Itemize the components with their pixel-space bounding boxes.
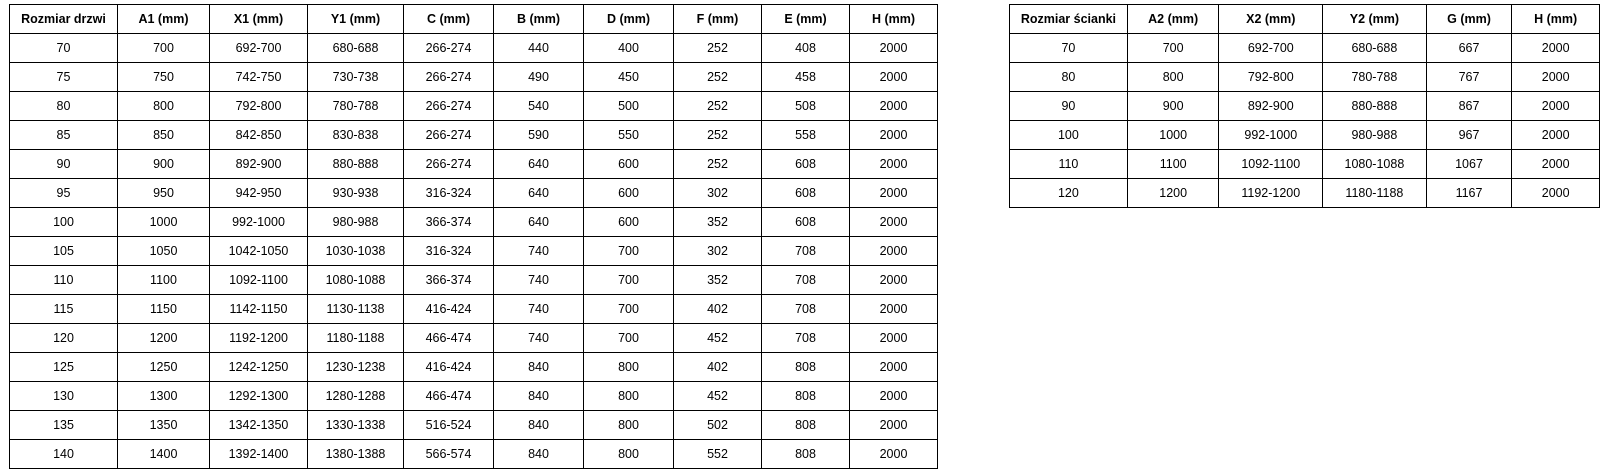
- door-table-cell: 490: [494, 63, 584, 92]
- door-table-cell: 516-524: [404, 411, 494, 440]
- door-table-cell: 2000: [850, 121, 938, 150]
- wall-size-table: [1009, 4, 1600, 208]
- door-table-cell: 2000: [850, 34, 938, 63]
- door-table-column-header: Rozmiar drzwi: [10, 5, 118, 34]
- door-table-cell: 125: [10, 353, 118, 382]
- door-table-cell: 85: [10, 121, 118, 150]
- table-row: [10, 295, 938, 324]
- door-table-column-header: E (mm): [762, 5, 850, 34]
- door-table-cell: 302: [674, 237, 762, 266]
- door-table-column-header: F (mm): [674, 5, 762, 34]
- door-table-cell: 466-474: [404, 324, 494, 353]
- wall-table-column-header: H (mm): [1512, 5, 1600, 34]
- door-table-cell: 1080-1088: [308, 266, 404, 295]
- door-table-cell: 252: [674, 150, 762, 179]
- door-table-cell: 808: [762, 440, 850, 469]
- door-table-cell: 302: [674, 179, 762, 208]
- door-table-cell: 110: [10, 266, 118, 295]
- wall-table-column-header: Rozmiar ścianki: [1010, 5, 1128, 34]
- door-table-cell: 880-888: [308, 150, 404, 179]
- door-table-cell: 900: [118, 150, 210, 179]
- door-table-cell: 740: [494, 237, 584, 266]
- door-table-cell: 266-274: [404, 63, 494, 92]
- table-row: [1010, 92, 1600, 121]
- door-table-cell: 780-788: [308, 92, 404, 121]
- door-table-cell: 2000: [850, 179, 938, 208]
- wall-table-cell: 892-900: [1219, 92, 1323, 121]
- wall-table-cell: 2000: [1512, 121, 1600, 150]
- door-table-cell: 2000: [850, 92, 938, 121]
- door-table-cell: 808: [762, 411, 850, 440]
- door-table-cell: 452: [674, 324, 762, 353]
- door-table-column-header: C (mm): [404, 5, 494, 34]
- door-table-cell: 366-374: [404, 266, 494, 295]
- door-table-cell: 2000: [850, 411, 938, 440]
- door-table-cell: 1392-1400: [210, 440, 308, 469]
- door-table-cell: 80: [10, 92, 118, 121]
- wall-table-cell: 880-888: [1323, 92, 1427, 121]
- door-table-cell: 700: [118, 34, 210, 63]
- table-row: [10, 266, 938, 295]
- door-table-cell: 1142-1150: [210, 295, 308, 324]
- table-row: [10, 150, 938, 179]
- door-table-cell: 1192-1200: [210, 324, 308, 353]
- door-table-cell: 740: [494, 324, 584, 353]
- door-table-cell: 600: [584, 179, 674, 208]
- door-table-cell: 508: [762, 92, 850, 121]
- door-table-cell: 1030-1038: [308, 237, 404, 266]
- door-table-cell: 70: [10, 34, 118, 63]
- door-table-cell: 2000: [850, 295, 938, 324]
- door-table-cell: 930-938: [308, 179, 404, 208]
- door-table-cell: 700: [584, 324, 674, 353]
- door-table-cell: 558: [762, 121, 850, 150]
- door-table-cell: 680-688: [308, 34, 404, 63]
- door-table-cell: 402: [674, 295, 762, 324]
- door-table-cell: 2000: [850, 440, 938, 469]
- door-table-cell: 1292-1300: [210, 382, 308, 411]
- door-table-cell: 800: [584, 411, 674, 440]
- door-table-cell: 608: [762, 179, 850, 208]
- door-table-cell: 135: [10, 411, 118, 440]
- door-table-cell: 1042-1050: [210, 237, 308, 266]
- door-table-cell: 416-424: [404, 295, 494, 324]
- wall-table-cell: 780-788: [1323, 63, 1427, 92]
- door-table-cell: 1100: [118, 266, 210, 295]
- wall-table-cell: 2000: [1512, 92, 1600, 121]
- door-table-cell: 416-424: [404, 353, 494, 382]
- door-table-cell: 708: [762, 324, 850, 353]
- door-table-column-header: A1 (mm): [118, 5, 210, 34]
- table-row: [10, 353, 938, 382]
- door-table-cell: 266-274: [404, 121, 494, 150]
- door-table-cell: 1050: [118, 237, 210, 266]
- table-row: [10, 237, 938, 266]
- door-table-cell: 2000: [850, 237, 938, 266]
- wall-table-cell: 1100: [1127, 150, 1219, 179]
- table-row: [10, 179, 938, 208]
- door-table-cell: 708: [762, 295, 850, 324]
- wall-table-cell: 767: [1426, 63, 1512, 92]
- door-table-column-header: B (mm): [494, 5, 584, 34]
- wall-table-cell: 1067: [1426, 150, 1512, 179]
- door-table-cell: 792-800: [210, 92, 308, 121]
- wall-table-cell: 120: [1010, 179, 1128, 208]
- door-table-cell: 590: [494, 121, 584, 150]
- door-table-cell: 120: [10, 324, 118, 353]
- door-table-cell: 140: [10, 440, 118, 469]
- wall-table-cell: 70: [1010, 34, 1128, 63]
- door-table-cell: 800: [584, 440, 674, 469]
- door-table-cell: 800: [584, 382, 674, 411]
- door-table-cell: 640: [494, 208, 584, 237]
- door-table-body: [10, 34, 938, 469]
- wall-table-cell: 1192-1200: [1219, 179, 1323, 208]
- door-table-cell: 130: [10, 382, 118, 411]
- door-table-cell: 566-574: [404, 440, 494, 469]
- door-table-cell: 105: [10, 237, 118, 266]
- door-table-cell: 892-900: [210, 150, 308, 179]
- door-table-cell: 608: [762, 150, 850, 179]
- door-size-table-container: [9, 4, 938, 469]
- wall-table-cell: 680-688: [1323, 34, 1427, 63]
- table-row: [10, 440, 938, 469]
- wall-table-body: [1010, 34, 1600, 208]
- table-row: [10, 208, 938, 237]
- door-table-cell: 740: [494, 295, 584, 324]
- door-table-cell: 1400: [118, 440, 210, 469]
- door-table-cell: 740: [494, 266, 584, 295]
- table-row: [10, 121, 938, 150]
- wall-table-cell: 1000: [1127, 121, 1219, 150]
- door-table-cell: 600: [584, 208, 674, 237]
- wall-table-cell: 90: [1010, 92, 1128, 121]
- door-table-cell: 550: [584, 121, 674, 150]
- door-size-table: [9, 4, 938, 469]
- door-table-cell: 2000: [850, 63, 938, 92]
- wall-table-cell: 800: [1127, 63, 1219, 92]
- door-table-cell: 1200: [118, 324, 210, 353]
- table-row: [1010, 150, 1600, 179]
- door-table-cell: 800: [584, 353, 674, 382]
- door-table-cell: 1230-1238: [308, 353, 404, 382]
- wall-table-cell: 1080-1088: [1323, 150, 1427, 179]
- table-row: [10, 92, 938, 121]
- door-table-cell: 400: [584, 34, 674, 63]
- door-table-cell: 1280-1288: [308, 382, 404, 411]
- door-table-cell: 840: [494, 411, 584, 440]
- door-table-cell: 600: [584, 150, 674, 179]
- door-table-head: [10, 5, 938, 34]
- wall-table-cell: 667: [1426, 34, 1512, 63]
- door-table-cell: 466-474: [404, 382, 494, 411]
- wall-table-cell: 792-800: [1219, 63, 1323, 92]
- wall-table-cell: 1167: [1426, 179, 1512, 208]
- door-table-cell: 100: [10, 208, 118, 237]
- door-table-cell: 608: [762, 208, 850, 237]
- table-row: [10, 34, 938, 63]
- door-table-cell: 708: [762, 237, 850, 266]
- wall-table-cell: 1200: [1127, 179, 1219, 208]
- door-table-cell: 1300: [118, 382, 210, 411]
- door-table-column-header: Y1 (mm): [308, 5, 404, 34]
- door-table-column-header: H (mm): [850, 5, 938, 34]
- door-table-cell: 2000: [850, 382, 938, 411]
- wall-table-cell: 2000: [1512, 150, 1600, 179]
- wall-table-cell: 2000: [1512, 63, 1600, 92]
- door-table-cell: 2000: [850, 324, 938, 353]
- door-table-cell: 408: [762, 34, 850, 63]
- door-table-cell: 1342-1350: [210, 411, 308, 440]
- door-table-cell: 830-838: [308, 121, 404, 150]
- door-table-cell: 252: [674, 63, 762, 92]
- door-table-cell: 980-988: [308, 208, 404, 237]
- door-table-cell: 1130-1138: [308, 295, 404, 324]
- table-row: [1010, 63, 1600, 92]
- door-table-cell: 1092-1100: [210, 266, 308, 295]
- door-table-cell: 1350: [118, 411, 210, 440]
- door-table-cell: 842-850: [210, 121, 308, 150]
- door-table-cell: 2000: [850, 208, 938, 237]
- door-table-cell: 450: [584, 63, 674, 92]
- door-table-cell: 700: [584, 295, 674, 324]
- door-table-cell: 700: [584, 266, 674, 295]
- door-table-cell: 800: [118, 92, 210, 121]
- door-table-cell: 115: [10, 295, 118, 324]
- door-table-cell: 942-950: [210, 179, 308, 208]
- wall-table-cell: 967: [1426, 121, 1512, 150]
- door-table-cell: 730-738: [308, 63, 404, 92]
- door-table-cell: 1000: [118, 208, 210, 237]
- wall-table-cell: 692-700: [1219, 34, 1323, 63]
- wall-table-cell: 100: [1010, 121, 1128, 150]
- wall-size-table-container: [1009, 4, 1600, 208]
- door-table-column-header: D (mm): [584, 5, 674, 34]
- door-table-cell: 1250: [118, 353, 210, 382]
- door-table-cell: 840: [494, 440, 584, 469]
- door-table-cell: 950: [118, 179, 210, 208]
- wall-table-cell: 980-988: [1323, 121, 1427, 150]
- door-table-cell: 75: [10, 63, 118, 92]
- door-table-cell: 1180-1188: [308, 324, 404, 353]
- door-table-cell: 252: [674, 121, 762, 150]
- door-table-cell: 750: [118, 63, 210, 92]
- door-table-cell: 2000: [850, 266, 938, 295]
- door-table-cell: 1242-1250: [210, 353, 308, 382]
- wall-table-cell: 2000: [1512, 179, 1600, 208]
- table-header-row: [10, 5, 938, 34]
- table-row: [10, 382, 938, 411]
- wall-table-cell: 992-1000: [1219, 121, 1323, 150]
- table-row: [10, 324, 938, 353]
- wall-table-column-header: G (mm): [1426, 5, 1512, 34]
- wall-table-cell: 80: [1010, 63, 1128, 92]
- table-row: [10, 411, 938, 440]
- wall-table-cell: 1180-1188: [1323, 179, 1427, 208]
- table-row: [1010, 179, 1600, 208]
- door-table-cell: 252: [674, 92, 762, 121]
- wall-table-cell: 700: [1127, 34, 1219, 63]
- wall-table-cell: 900: [1127, 92, 1219, 121]
- wall-table-column-header: A2 (mm): [1127, 5, 1219, 34]
- door-table-cell: 316-324: [404, 237, 494, 266]
- table-row: [10, 63, 938, 92]
- door-table-cell: 500: [584, 92, 674, 121]
- door-table-cell: 708: [762, 266, 850, 295]
- door-table-column-header: X1 (mm): [210, 5, 308, 34]
- door-table-cell: 2000: [850, 353, 938, 382]
- door-table-cell: 2000: [850, 150, 938, 179]
- door-table-cell: 640: [494, 179, 584, 208]
- door-table-cell: 700: [584, 237, 674, 266]
- table-header-row: [1010, 5, 1600, 34]
- wall-table-cell: 1092-1100: [1219, 150, 1323, 179]
- door-table-cell: 840: [494, 382, 584, 411]
- wall-table-column-header: Y2 (mm): [1323, 5, 1427, 34]
- door-table-cell: 692-700: [210, 34, 308, 63]
- door-table-cell: 366-374: [404, 208, 494, 237]
- door-table-cell: 552: [674, 440, 762, 469]
- door-table-cell: 808: [762, 382, 850, 411]
- door-table-cell: 1150: [118, 295, 210, 324]
- door-table-cell: 452: [674, 382, 762, 411]
- door-table-cell: 402: [674, 353, 762, 382]
- table-row: [1010, 34, 1600, 63]
- door-table-cell: 352: [674, 266, 762, 295]
- door-table-cell: 266-274: [404, 92, 494, 121]
- door-table-cell: 850: [118, 121, 210, 150]
- door-table-cell: 808: [762, 353, 850, 382]
- wall-table-cell: 867: [1426, 92, 1512, 121]
- door-table-cell: 540: [494, 92, 584, 121]
- wall-table-head: [1010, 5, 1600, 34]
- door-table-cell: 266-274: [404, 34, 494, 63]
- door-table-cell: 502: [674, 411, 762, 440]
- door-table-cell: 1330-1338: [308, 411, 404, 440]
- wall-table-cell: 110: [1010, 150, 1128, 179]
- door-table-cell: 266-274: [404, 150, 494, 179]
- door-table-cell: 742-750: [210, 63, 308, 92]
- door-table-cell: 352: [674, 208, 762, 237]
- door-table-cell: 1380-1388: [308, 440, 404, 469]
- table-row: [1010, 121, 1600, 150]
- door-table-cell: 440: [494, 34, 584, 63]
- door-table-cell: 992-1000: [210, 208, 308, 237]
- wall-table-column-header: X2 (mm): [1219, 5, 1323, 34]
- door-table-cell: 316-324: [404, 179, 494, 208]
- door-table-cell: 90: [10, 150, 118, 179]
- door-table-cell: 95: [10, 179, 118, 208]
- door-table-cell: 252: [674, 34, 762, 63]
- door-table-cell: 640: [494, 150, 584, 179]
- wall-table-cell: 2000: [1512, 34, 1600, 63]
- door-table-cell: 458: [762, 63, 850, 92]
- door-table-cell: 840: [494, 353, 584, 382]
